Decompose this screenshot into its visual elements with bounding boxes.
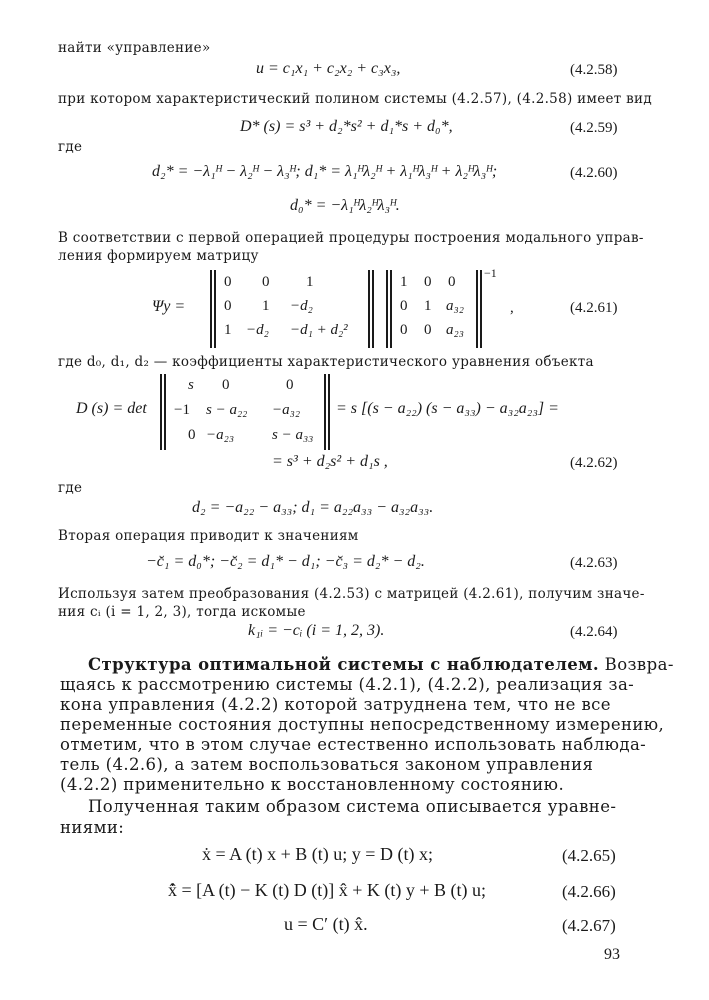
matrix-cell: 1	[262, 298, 270, 314]
matrix-cell: 0	[400, 322, 408, 338]
matrix-cell: 0	[448, 274, 456, 290]
paragraph-line	[88, 655, 674, 674]
matrix-cell: s − a₃₃	[272, 427, 314, 443]
equation-number: (4.2.64)	[570, 624, 618, 640]
matrix-cell: 0	[424, 274, 432, 290]
equation-number: (4.2.66)	[562, 882, 616, 901]
equation-4-2-63: −c̆₁ = d₀*; −c̆₂ = d₁* − d₁; −c̆₃ = d₂* − d₂.	[146, 553, 425, 570]
matrix-bar	[476, 270, 478, 348]
equation-4-2-59: D* (s) = s³ + d₂*s² + d₁*s + d₀*,	[240, 118, 453, 135]
matrix-cell: 0	[424, 322, 432, 338]
determinant-bar	[160, 374, 162, 450]
equation-number: (4.2.62)	[570, 455, 618, 471]
matrix-bar	[480, 270, 482, 348]
paragraph-line: щаясь к рассмотрению системы (4.2.1), (4.2.2), реализация за-	[60, 675, 635, 694]
matrix-cell: −d₁ + d₂²	[290, 322, 348, 338]
equation-4-2-65: ẋ = A (t) x + B (t) u; y = D (t) x;	[202, 844, 433, 864]
matrix-cell: a₃₂	[446, 298, 464, 314]
section-heading: Структура оптимальной системы с наблюдателем.	[88, 655, 600, 674]
matrix-cell: 0	[188, 427, 196, 443]
equation-number: (4.2.61)	[570, 300, 618, 316]
matrix-cell: −a₂₃	[206, 427, 235, 443]
matrix-cell: a₂₃	[446, 322, 464, 338]
matrix-cell: 0	[224, 274, 232, 290]
equation-4-2-58: u = c₁x₁ + c₂x₂ + c₃x₃,	[256, 60, 401, 77]
matrix-exponent: −1	[484, 266, 497, 280]
equation-4-2-67: u = C′ (t) x̂.	[284, 914, 368, 934]
determinant-bar	[164, 374, 166, 450]
text-line: где	[58, 139, 83, 155]
equation-4-2-60-line1: d₂* = −λ₁ᴴ − λ₂ᴴ − λ₃ᴴ; d₁* = λ₁ᴴλ₂ᴴ + λ₁ᴴλ₃ᴴ + λ₂ᴴλ₃ᴴ;	[152, 163, 498, 180]
text-line: найти «управление»	[58, 40, 211, 56]
equation-4-2-61-label: Ψy =	[152, 298, 186, 315]
matrix-cell: 1	[224, 322, 232, 338]
page-number: 93	[604, 946, 620, 963]
matrix-cell: 0	[400, 298, 408, 314]
equation-number: (4.2.67)	[562, 916, 616, 935]
equation-d-coefficients: d₂ = −a₂₂ − a₃₃; d₁ = a₂₂a₃₃ − a₃₂a₃₃.	[192, 499, 434, 516]
determinant-bar	[328, 374, 330, 450]
matrix-cell: s	[188, 377, 194, 393]
equation-4-2-64: k₁ᵢ = −cᵢ (i = 1, 2, 3).	[248, 622, 385, 639]
paragraph-line: отметим, что в этом случае естественно использовать наблюда-	[60, 735, 647, 754]
matrix-cell: −d₂	[246, 322, 269, 338]
matrix-cell: −d₂	[290, 298, 313, 314]
matrix-bar	[368, 270, 370, 348]
matrix-bar	[214, 270, 216, 348]
matrix-cell: s − a₂₂	[206, 402, 248, 418]
equation-4-2-66: x̂̇ = [A (t) − K (t) D (t)] x̂ + K (t) y + B (t) u;	[168, 880, 487, 900]
equation-number: (4.2.60)	[570, 165, 618, 181]
matrix-bar	[210, 270, 212, 348]
matrix-cell: 1	[400, 274, 408, 290]
matrix-cell: 0	[222, 377, 230, 393]
equation-number: (4.2.59)	[570, 120, 618, 136]
matrix-cell: 1	[306, 274, 314, 290]
paragraph-line: кона управления (4.2.2) которой затруднена тем, что не все	[60, 695, 611, 714]
determinant-bar	[324, 374, 326, 450]
matrix-bar	[390, 270, 392, 348]
text-line: ления формируем матрицу	[58, 248, 259, 264]
equation-number: (4.2.58)	[570, 62, 618, 78]
equation-number: (4.2.63)	[570, 555, 618, 571]
matrix-cell: −1	[174, 402, 190, 418]
paragraph-line: ниями:	[60, 818, 125, 837]
text-line: при котором характеристический полином системы (4.2.57), (4.2.58) имеет вид	[58, 91, 652, 107]
equation-comma: ,	[510, 300, 514, 316]
matrix-cell: 0	[224, 298, 232, 314]
equation-4-2-62-rhs1: = s [(s − a₂₂) (s − a₃₃) − a₃₂a₂₃] =	[336, 400, 559, 417]
matrix-cell: 0	[286, 377, 294, 393]
text-line: где	[58, 480, 83, 496]
matrix-cell: 0	[262, 274, 270, 290]
matrix-cell: −a₃₂	[272, 402, 301, 418]
paragraph-line: (4.2.2) применительно к восстановленному состоянию.	[60, 775, 565, 794]
text-line: где d₀, d₁, d₂ — коэффициенты характеристического уравнения объекта	[58, 354, 594, 370]
paragraph-line: Полученная таким образом система описывается уравне-	[88, 797, 617, 816]
equation-4-2-62-rhs2: = s³ + d₂s² + d₁s ,	[272, 453, 388, 470]
matrix-cell: 1	[424, 298, 432, 314]
text-line: Используя затем преобразования (4.2.53) с матрицей (4.2.61), получим значе-	[58, 586, 645, 602]
equation-number: (4.2.65)	[562, 846, 616, 865]
equation-4-2-62-label: D (s) = det	[76, 400, 147, 417]
matrix-bar	[372, 270, 374, 348]
text-line: Вторая операция приводит к значениям	[58, 528, 359, 544]
text-line: ния cᵢ (i = 1, 2, 3), тогда искомые	[58, 604, 306, 620]
matrix-bar	[386, 270, 388, 348]
paragraph-line: переменные состояния доступны непосредственному измерению,	[60, 715, 665, 734]
paragraph-text: Возвра-	[604, 655, 674, 674]
text-line: В соответствии с первой операцией процедуры построения модального управ-	[58, 230, 644, 246]
equation-4-2-60-line2: d₀* = −λ₁ᴴλ₂ᴴλ₃ᴴ.	[290, 197, 400, 214]
paragraph-line: тель (4.2.6), а затем воспользоваться законом управления	[60, 755, 594, 774]
